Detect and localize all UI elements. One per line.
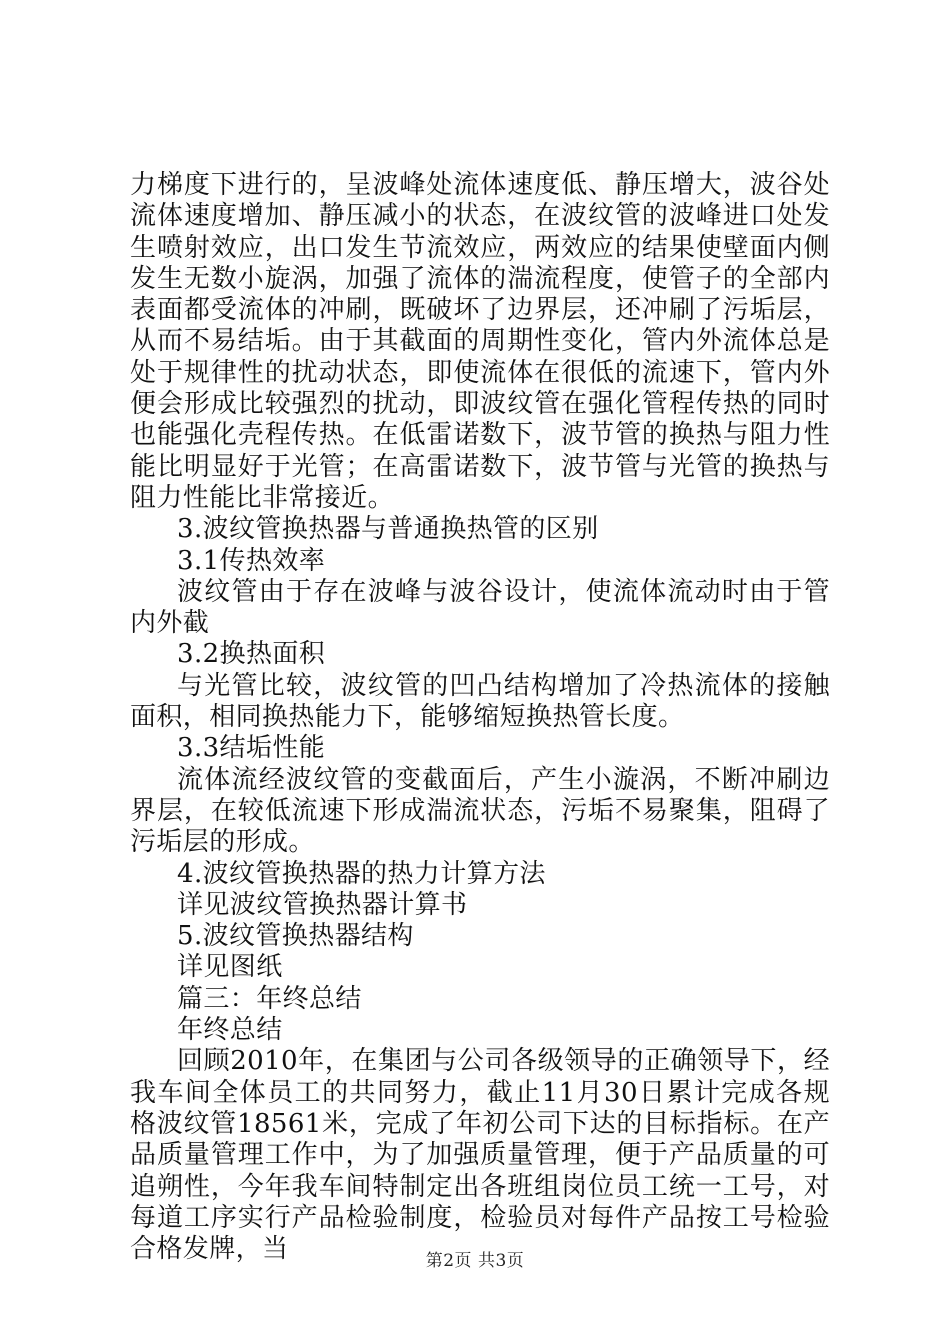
subheading-3-2: 3.2换热面积 xyxy=(177,639,326,670)
subheading-3-1: 3.1传热效率 xyxy=(177,545,326,576)
section-heading-3: 3.波纹管换热器与普通换热管的区别 xyxy=(177,514,599,545)
body-paragraph-summary: 回顾2010年，在集团与公司各级领导的正确领导下，经我车间全体员工的共同努力，截止11月30日累计完成各规格波纹管18561米，完成了年初公司下达的目标指标。在产品质量管理工作中，为了加强质量管理，便于产品质量的可追朔性，今年我车间特制定出各班组岗位员工统一工号，对每道工序实行产品检验制度，检验员对每件产品按工号检验合格发牌，当 xyxy=(130,1046,830,1265)
section-heading-4: 4.波纹管换热器的热力计算方法 xyxy=(177,858,546,889)
document-body xyxy=(130,170,830,1265)
chapter-heading: 篇三：年终总结 xyxy=(177,983,362,1014)
body-paragraph-3-2: 与光管比较，波纹管的凹凸结构增加了冷热流体的接触面积，相同换热能力下，能够缩短换热管长度。 xyxy=(130,670,830,733)
body-paragraph-3-3: 流体流经波纹管的变截面后，产生小漩涡，不断冲刷边界层，在较低流速下形成湍流状态，污垢不易聚集，阻碍了污垢层的形成。 xyxy=(130,764,830,858)
section-heading-5: 5.波纹管换热器结构 xyxy=(177,921,414,952)
body-paragraph-3-1: 波纹管由于存在波峰与波谷设计，使流体流动时由于管内外截 xyxy=(130,576,830,639)
subheading-3-3: 3.3结垢性能 xyxy=(177,733,326,764)
body-paragraph-4: 详见波纹管换热器计算书 xyxy=(177,889,468,920)
body-paragraph-5: 详见图纸 xyxy=(177,952,283,983)
page-number-footer: 第2页 共3页 xyxy=(425,1251,525,1271)
chapter-title: 年终总结 xyxy=(177,1015,283,1046)
body-paragraph-1: 力梯度下进行的，呈波峰处流体速度低、静压增大，波谷处流体速度增加、静压减小的状态，在波纹管的波峰进口处发生喷射效应，出口发生节流效应，两效应的结果使壁面内侧发生无数小旋涡，加强了流体的湍流程度，使管子的全部内表面都受流体的冲刷，既破坏了边界层，还冲刷了污垢层，从而不易结垢。由于其截面的周期性变化，管内外流体总是处于规律性的扰动状态，即使流体在很低的流速下，管内外便会形成比较强烈的扰动，即波纹管在强化管程传热的同时也能强化壳程传热。在低雷诺数下，波节管的换热与阻力性能比明显好于光管；在高雷诺数下，波节管与光管的换热与阻力性能比非常接近。 xyxy=(130,170,830,513)
